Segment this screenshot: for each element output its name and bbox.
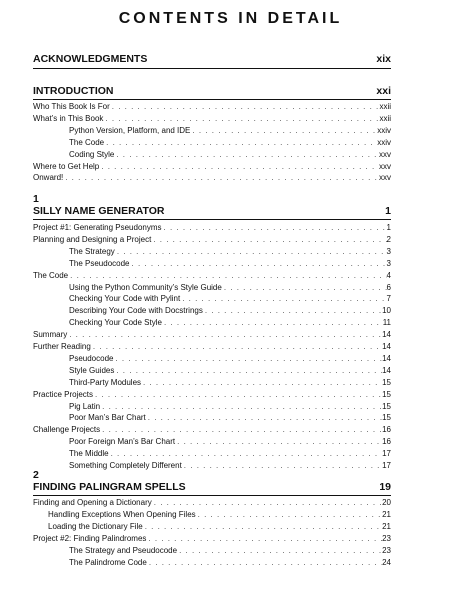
toc-entry[interactable] (33, 293, 391, 304)
toc-entry-page: 11 (382, 318, 391, 328)
dot-leader (177, 545, 382, 556)
toc-entry-page: xxii (379, 113, 391, 123)
toc-entry-title: Practice Projects (33, 389, 94, 399)
toc-entry-page: 15 (382, 377, 391, 387)
section-rule (33, 68, 391, 69)
toc-entry[interactable] (33, 172, 391, 183)
toc-entry-page: 20 (382, 498, 391, 507)
toc-entry-page: 10 (382, 306, 391, 316)
toc-entry-title: The Middle (69, 449, 109, 459)
chapter-heading-page: 19 (379, 481, 391, 493)
toc-entry-page: xxiv (377, 137, 391, 147)
dot-leader (99, 161, 379, 172)
toc-entry-title: Planning and Designing a Project (33, 234, 152, 244)
toc-entry-page: 7 (386, 294, 391, 304)
toc-entry[interactable] (33, 509, 391, 520)
toc-entry-title: Who This Book Is For (33, 102, 110, 111)
toc-entry-title: Onward! (33, 173, 64, 183)
toc-entry-page: 17 (382, 461, 391, 470)
toc-entry[interactable] (33, 365, 391, 376)
toc-entry-title: Handling Exceptions When Opening Files (48, 509, 196, 519)
toc-entry[interactable] (33, 521, 391, 532)
toc-entry-title: Python Version, Platform, and IDE (69, 125, 191, 135)
toc-entry-page: 2 (386, 234, 391, 244)
toc-entry[interactable] (33, 125, 391, 136)
toc-entry[interactable] (33, 282, 391, 293)
toc-entry-title: Project #2: Finding Palindromes (33, 533, 147, 543)
chapter-heading-1 (33, 205, 391, 218)
toc-entry[interactable] (33, 448, 391, 459)
toc-entry-title: Challenge Projects (33, 425, 101, 435)
toc-entry[interactable] (33, 149, 391, 160)
toc-entry-page: 14 (382, 365, 391, 375)
dot-leader (115, 246, 387, 257)
section-heading-acknowledgments (33, 53, 391, 66)
toc-entry[interactable] (33, 412, 391, 423)
toc-entry-page: 3 (386, 258, 391, 268)
dot-leader (114, 365, 382, 376)
toc-entry[interactable] (33, 533, 391, 544)
toc-entry[interactable] (33, 424, 391, 435)
dot-leader (130, 258, 387, 269)
toc-entry-page: 23 (382, 545, 391, 555)
toc-entry-page: 6 (386, 282, 391, 292)
dot-leader (190, 125, 377, 136)
dot-leader (100, 424, 382, 435)
toc-entry-title: Describing Your Code with Docstrings (69, 306, 203, 316)
toc-entry-title: The Code (69, 137, 105, 147)
toc-entry-title: Loading the Dictionary File (48, 521, 143, 531)
toc-entry-title: Checking Your Code Style (69, 318, 162, 328)
toc-entry-page: 15 (382, 401, 391, 411)
toc-entry-page: xxv (379, 161, 391, 171)
toc-entry-title: Finding and Opening a Dictionary (33, 498, 152, 507)
dot-leader (67, 329, 382, 340)
section-heading-page: xxi (376, 85, 391, 97)
toc-entry-title: The Strategy and Pseudocode (69, 545, 178, 555)
toc-entry-page: 1 (386, 223, 391, 232)
toc-entry-page: xxv (379, 149, 391, 159)
toc-entry-title: Coding Style (69, 149, 115, 159)
dot-leader (152, 497, 382, 508)
toc-entry-title: Pseudocode (69, 353, 114, 363)
chapter-number: 1 (33, 193, 39, 205)
toc-entry[interactable] (33, 317, 391, 328)
section-rule (33, 99, 391, 100)
dot-leader (146, 533, 382, 544)
toc-entry[interactable] (33, 161, 391, 172)
toc-entry-title: Third-Party Modules (69, 377, 142, 387)
toc-entry-title: What’s in This Book (33, 113, 104, 123)
toc-entry[interactable] (33, 460, 391, 471)
toc-entry-title: Something Completely Different (69, 461, 182, 470)
dot-leader (162, 222, 387, 233)
dot-leader (143, 521, 382, 532)
dot-leader (196, 509, 382, 520)
section-heading-page: xix (376, 53, 391, 65)
section-heading-label: INTRODUCTION (33, 85, 114, 97)
toc-entry-page: 14 (382, 342, 391, 351)
dot-leader (100, 401, 382, 412)
chapter-rule (33, 495, 391, 496)
dot-leader (103, 113, 379, 124)
toc-entry-page: xxiv (377, 125, 391, 135)
toc-entry-page: 15 (382, 413, 391, 423)
toc-entry[interactable] (33, 497, 391, 508)
toc-entry-title: The Pseudocode (69, 258, 130, 268)
toc-entry-title: The Strategy (69, 246, 115, 256)
dot-leader (182, 460, 382, 471)
toc-entry-page: xxv (379, 173, 391, 183)
toc-entry-title: Poor Man’s Bar Chart (69, 413, 146, 423)
toc-entry-page: 14 (382, 353, 391, 363)
dot-leader (68, 270, 386, 281)
toc-entry[interactable] (33, 258, 391, 269)
dot-leader (203, 305, 382, 316)
chapter-heading-2 (33, 481, 391, 494)
page-title: CONTENTS IN DETAIL (118, 10, 343, 27)
toc-entry-page: 15 (382, 389, 391, 399)
toc-entry[interactable] (33, 353, 391, 364)
toc-entry-title: The Code (33, 270, 69, 280)
toc-entry-title: The Palindrome Code (69, 557, 147, 567)
toc-entry-title: Pig Latin (69, 401, 101, 411)
toc-entry[interactable] (33, 246, 391, 257)
dot-leader (91, 341, 382, 352)
toc-entry[interactable] (33, 137, 391, 148)
toc-entry[interactable] (33, 436, 391, 447)
toc-entry-title: Summary (33, 330, 68, 340)
toc-entry[interactable] (33, 270, 391, 281)
toc-entry-title: Poor Foreign Man’s Bar Chart (69, 437, 176, 447)
chapter-heading-label: SILLY NAME GENERATOR (33, 205, 165, 217)
dot-leader (222, 282, 387, 293)
section-heading-introduction (33, 85, 391, 98)
toc-entry-title: Where to Get Help (33, 161, 100, 171)
toc-entry[interactable] (33, 389, 391, 400)
toc-entry[interactable] (33, 377, 391, 388)
toc-entry[interactable] (33, 341, 391, 352)
toc-entry[interactable] (33, 545, 391, 556)
dot-leader (109, 448, 383, 459)
toc-entry-title: Style Guides (69, 365, 115, 375)
toc-entry-page: 4 (386, 270, 391, 280)
dot-leader (104, 137, 377, 148)
toc-entry-title: Checking Your Code with Pylint (69, 294, 181, 304)
dot-leader (151, 234, 386, 245)
chapter-heading-label: FINDING PALINGRAM SPELLS (33, 481, 186, 493)
toc-entry[interactable] (33, 101, 391, 112)
toc-entry-page: 23 (382, 533, 391, 543)
toc-entry-page: 24 (382, 557, 391, 567)
toc-entry-page: 14 (382, 330, 391, 340)
toc-entry-page: xxii (379, 102, 391, 111)
dot-leader (147, 557, 382, 568)
toc-entry-page: 21 (382, 521, 391, 531)
toc-entry-page: 3 (386, 246, 391, 256)
toc-entry-title: Using the Python Community’s Style Guide (69, 282, 222, 292)
toc-entry[interactable] (33, 113, 391, 124)
dot-leader (162, 317, 383, 328)
toc-entry-title: Further Reading (33, 342, 91, 351)
dot-leader (93, 389, 382, 400)
toc-entry[interactable] (33, 234, 391, 245)
toc-entry-page: 21 (382, 509, 391, 519)
dot-leader (146, 412, 382, 423)
dot-leader (175, 436, 382, 447)
dot-leader (180, 293, 386, 304)
dot-leader (110, 101, 380, 112)
toc-entry-page: 16 (382, 425, 391, 435)
toc-entry[interactable] (33, 401, 391, 412)
chapter-rule (33, 219, 391, 220)
toc-entry[interactable] (33, 305, 391, 316)
chapter-number: 2 (33, 469, 39, 481)
dot-leader (114, 149, 379, 160)
toc-entry[interactable] (33, 557, 391, 568)
dot-leader (113, 353, 382, 364)
toc-entry-title: Project #1: Generating Pseudonyms (33, 223, 162, 232)
toc-entry[interactable] (33, 222, 391, 233)
toc-entry[interactable] (33, 329, 391, 340)
chapter-heading-page: 1 (385, 205, 391, 217)
section-heading-label: ACKNOWLEDGMENTS (33, 53, 148, 65)
dot-leader (141, 377, 382, 388)
toc-entry-page: 17 (382, 449, 391, 459)
toc-entry-page: 16 (382, 437, 391, 447)
dot-leader (63, 172, 379, 183)
